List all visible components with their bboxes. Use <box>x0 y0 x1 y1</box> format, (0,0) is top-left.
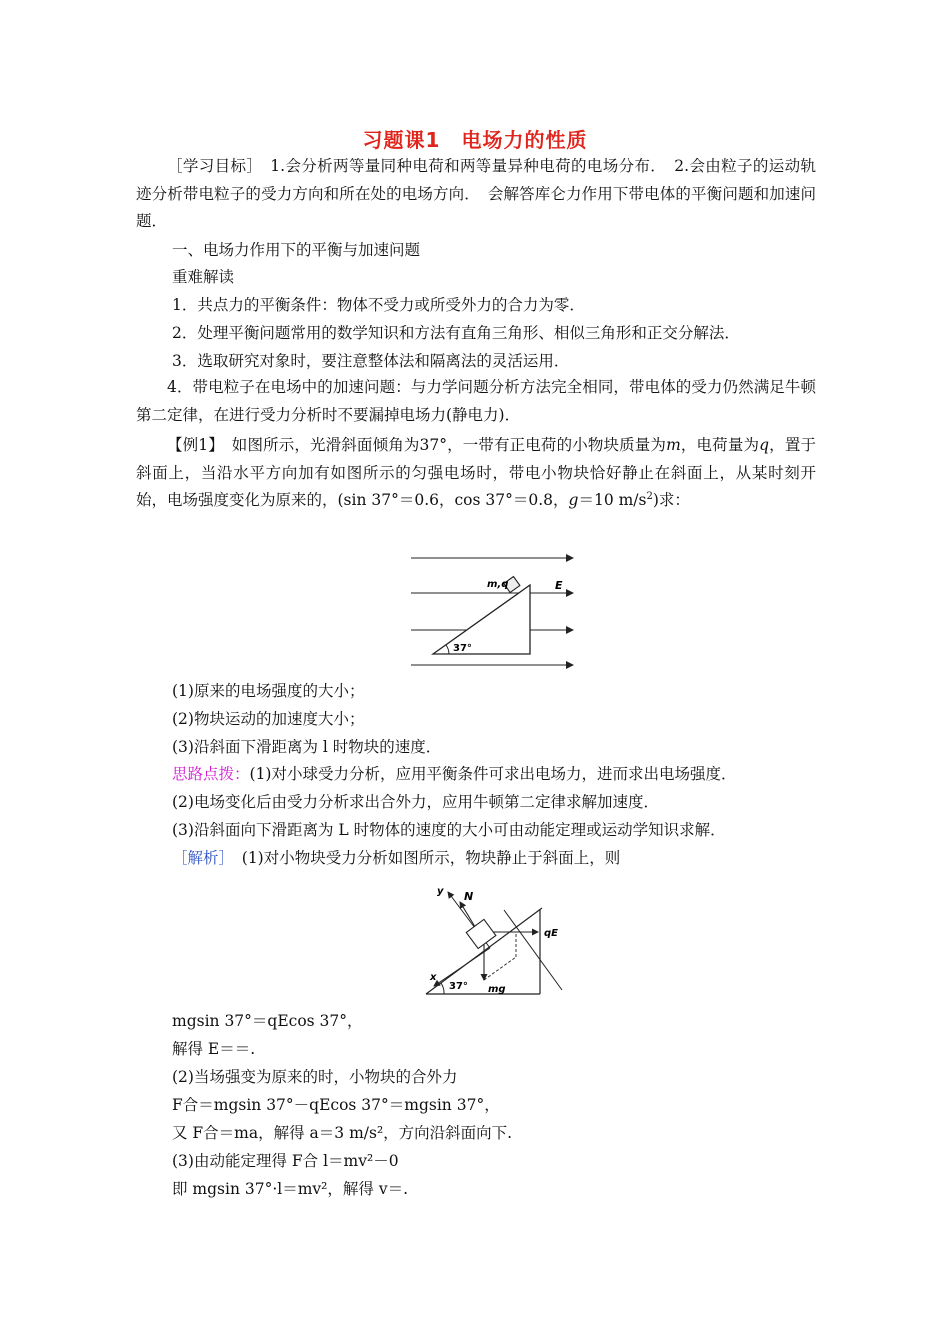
hint-2: (2)电场变化后由受力分析求出合外力，应用牛顿第二定律求解加速度． <box>172 793 659 811</box>
dashed-guide <box>484 957 516 980</box>
solution-line-2: 解得 E＝＝. <box>172 1040 256 1058</box>
incline-field-diagram <box>405 548 580 673</box>
qE-label: qE <box>544 928 558 939</box>
section-heading: 一、电场力作用下的平衡与加速问题 <box>172 241 421 259</box>
block <box>466 919 496 948</box>
angle-arc <box>441 983 444 994</box>
learning-objectives: ［学习目标］ 1.会分析两等量同种电荷和两等量异种电荷的电场分布． 2.会由粒子的运动轨迹分析带电粒子的受力方向和所在处的电场方向． 会解答库仑力作用下带电体的平衡问题和加速问题． <box>136 157 816 230</box>
force-analysis-diagram <box>420 880 570 1000</box>
N-label: N <box>464 890 474 903</box>
hint-label: 思路点拨： <box>172 765 250 783</box>
analysis-intro: ［解析］ (1)对小物块受力分析如图所示，物块静止于斜面上，则 <box>172 849 621 867</box>
question-1: (1)原来的电场强度的大小； <box>172 682 365 700</box>
solution-line-5: 又 F合＝ma，解得 a＝3 m/s²，方向沿斜面向下. <box>172 1124 513 1142</box>
angle-label: 37° <box>449 981 468 992</box>
question-2: (2)物块运动的加速度大小； <box>172 710 365 728</box>
x-label: x <box>430 972 437 983</box>
mg-label: mg <box>488 984 506 995</box>
example-problem: 【例1】 如图所示，光滑斜面倾角为37°，一带有正电荷的小物块质量为m，电荷量为q，置于斜面上，当沿水平方向加有如图所示的匀强电场时，带电小物块恰好静止在斜面上，从某时刻开始，电场强度变化为原来的，(sin 37°＝0.6，cos 37°＝0.8，g＝10 $m/s^2$)求： <box>136 436 816 509</box>
hint-1: 思路点拨：(1)对小球受力分析，应用平衡条件可求出电场力，进而求出电场强度． <box>172 765 737 783</box>
mq-label: m,q <box>487 579 509 590</box>
solution-line-4: F合＝mgsin 37°－qEcos 37°＝mgsin 37°， <box>172 1096 500 1114</box>
solution-line-1: mgsin 37°＝qEcos 37°， <box>172 1012 363 1030</box>
point-2: 2．处理平衡问题常用的数学知识和方法有直角三角形、相似三角形和正交分解法． <box>172 324 740 342</box>
perpendicular-line <box>504 910 562 990</box>
E-label: E <box>555 579 563 592</box>
analysis-label: ［解析］ <box>172 849 227 867</box>
y-label: y <box>437 886 444 897</box>
page-title: 习题课1 电场力的性质 <box>362 128 588 152</box>
point-1: 1．共点力的平衡条件：物体不受力或所受外力的合力为零． <box>172 296 585 314</box>
solution-line-7: 即 mgsin 37°·l＝mv²，解得 v＝. <box>172 1180 409 1198</box>
solution-line-6: (3)由动能定理得 F合 l＝mv²－0 <box>172 1152 399 1170</box>
incline-triangle <box>433 585 530 654</box>
point-4: 4．带电粒子在电场中的加速问题：与力学问题分析方法完全相同，带电体的受力仍然满足牛顿第二定律，在进行受力分析时不要漏掉电场力(静电力)． <box>136 378 816 424</box>
point-3: 3．选取研究对象时，要注意整体法和隔离法的灵活运用． <box>172 352 570 370</box>
question-3: (3)沿斜面下滑距离为 l 时物块的速度． <box>172 738 442 756</box>
reading-heading: 重难解读 <box>172 268 235 286</box>
angle-label: 37° <box>453 643 472 654</box>
example-tag: 【例1】 <box>167 436 217 454</box>
hint-3: (3)沿斜面向下滑距离为 L 时物体的速度的大小可由动能定理或运动学知识求解． <box>172 821 726 839</box>
solution-line-3: (2)当场强变为原来的时，小物块的合外力 <box>172 1068 458 1086</box>
